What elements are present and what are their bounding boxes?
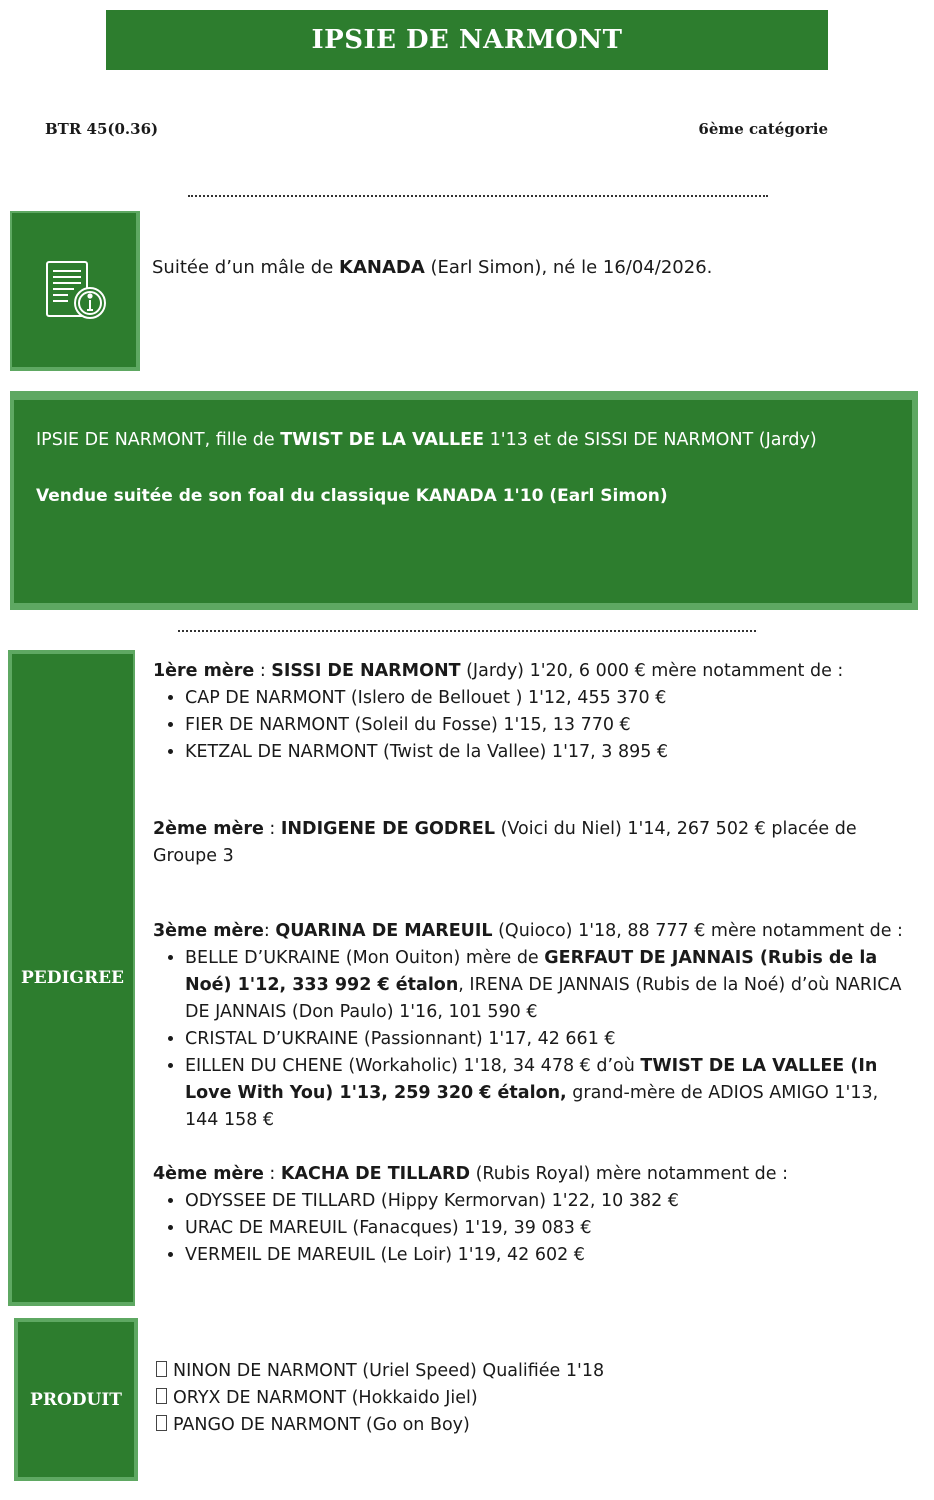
mere3-label: 3ème mère: [153, 921, 264, 941]
list-item: • KETZAL DE NARMONT (Twist de la Vallee) 1'17, 3 895 €: [185, 739, 913, 766]
produit-label: PRODUIT: [30, 1389, 122, 1410]
description-parentage: [36, 430, 817, 450]
mere4-list: [153, 1188, 913, 1269]
produit-label-box: [18, 1322, 134, 1477]
btr-rating: BTR 45(0.36): [45, 120, 159, 138]
pedigree-label: PEDIGREE: [21, 968, 124, 988]
dotted-divider-2: [178, 630, 756, 632]
produit-item: ORYX DE NARMONT (Hokkaido Jiel): [173, 1388, 478, 1408]
list-item: • CRISTAL D’UKRAINE (Passionnant) 1'17, 42 661 €: [185, 1026, 913, 1053]
item-bold: TWIST DE LA VALLEE (In Love With You) 1'13, 259 320 € étalon,: [185, 1056, 878, 1103]
mere1-name: SISSI DE NARMONT: [271, 661, 461, 681]
item-text: EILLEN DU CHENE (Workaholic) 1'18, 34 478 € d’où: [185, 1056, 641, 1076]
mere1-rest: (Jardy) 1'20, 6 000 € mère notamment de :: [460, 661, 844, 681]
mere3-rest: (Quioco) 1'18, 88 777 € mère notamment de :: [492, 921, 903, 941]
mere2-rest: (Voici du Niel) 1'14, 267 502 € placée de Groupe 3: [153, 819, 857, 866]
item-text: grand-mère de ADIOS AMIGO 1'13, 144 158 €: [185, 1083, 879, 1130]
list-item: [156, 1358, 604, 1385]
mere4-label: 4ème mère: [153, 1164, 264, 1184]
pedigree-label-box: [12, 654, 133, 1302]
mere4-name: KACHA DE TILLARD: [280, 1164, 470, 1184]
list-item: [185, 1053, 913, 1134]
mere3-heading: [153, 918, 913, 945]
list-item: • VERMEIL DE MAREUIL (Le Loir) 1'19, 42 602 €: [185, 1242, 913, 1269]
produit-item: NINON DE NARMONT (Uriel Speed) Qualifiée 1'18: [173, 1361, 605, 1381]
suite-suffix: (Earl Simon), né le 16/04/2026.: [424, 257, 713, 278]
mere4-heading: [153, 1161, 913, 1188]
list-item: • URAC DE MAREUIL (Fanacques) 1'19, 39 083 €: [185, 1215, 913, 1242]
list-item: • CAP DE NARMONT (Islero de Bellouet ) 1'12, 455 370 €: [185, 685, 913, 712]
parentage-a: IPSIE DE NARMONT, fille de: [36, 430, 281, 450]
pedigree-content: [153, 658, 913, 1269]
mere1-sep: :: [254, 661, 272, 681]
mere3-name: QUARINA DE MAREUIL: [275, 921, 493, 941]
item-text: BELLE D’UKRAINE (Mon Ouiton) mère de: [185, 948, 545, 968]
box-bullet-icon: [156, 1361, 167, 1377]
title-banner: [106, 10, 828, 70]
produit-item: PANGO DE NARMONT (Go on Boy): [173, 1415, 470, 1435]
suite-info: [152, 257, 712, 278]
list-item: [185, 945, 913, 1026]
description-sale-note: Vendue suitée de son foal du classique KANADA 1'10 (Earl Simon): [36, 486, 668, 506]
document-info-icon: [44, 259, 108, 323]
list-item: [156, 1412, 604, 1439]
suite-prefix: Suitée d’un mâle de: [152, 257, 340, 278]
mere4-sep: :: [263, 1164, 281, 1184]
list-item: [156, 1385, 604, 1412]
page-title: IPSIE DE NARMONT: [311, 25, 623, 55]
mere4-rest: (Rubis Royal) mère notamment de :: [470, 1164, 788, 1184]
list-item: • ODYSSEE DE TILLARD (Hippy Kermorvan) 1'22, 10 382 €: [185, 1188, 913, 1215]
suite-sire: KANADA: [339, 257, 425, 278]
produit-list: [156, 1358, 604, 1439]
mere2-name: INDIGENE DE GODREL: [280, 819, 496, 839]
list-item: • FIER DE NARMONT (Soleil du Fosse) 1'15, 13 770 €: [185, 712, 913, 739]
box-bullet-icon: [156, 1415, 167, 1431]
mere2-label: 2ème mère: [153, 819, 264, 839]
mere2-heading: [153, 816, 913, 870]
category: 6ème catégorie: [698, 120, 828, 138]
item-text: , IRENA DE JANNAIS (Rubis de la Noé) d’où NARICA DE JANNAIS (Don Paulo) 1'16, 101 590 €: [185, 975, 902, 1022]
mere1-list: [153, 685, 913, 766]
parentage-c: 1'13 et de SISSI DE NARMONT (Jardy): [484, 430, 817, 450]
mere3-sep: :: [263, 921, 276, 941]
info-icon-box: [12, 213, 136, 367]
mere1-heading: [153, 658, 913, 685]
box-bullet-icon: [156, 1388, 167, 1404]
mere3-list: [153, 945, 913, 1134]
parentage-sire: TWIST DE LA VALLEE: [280, 430, 485, 450]
item-bold: GERFAUT DE JANNAIS (Rubis de la Noé) 1'12, 333 992 € étalon: [185, 948, 878, 995]
mere2-sep: :: [263, 819, 281, 839]
mere1-label: 1ère mère: [153, 661, 255, 681]
dotted-divider: [188, 195, 768, 197]
